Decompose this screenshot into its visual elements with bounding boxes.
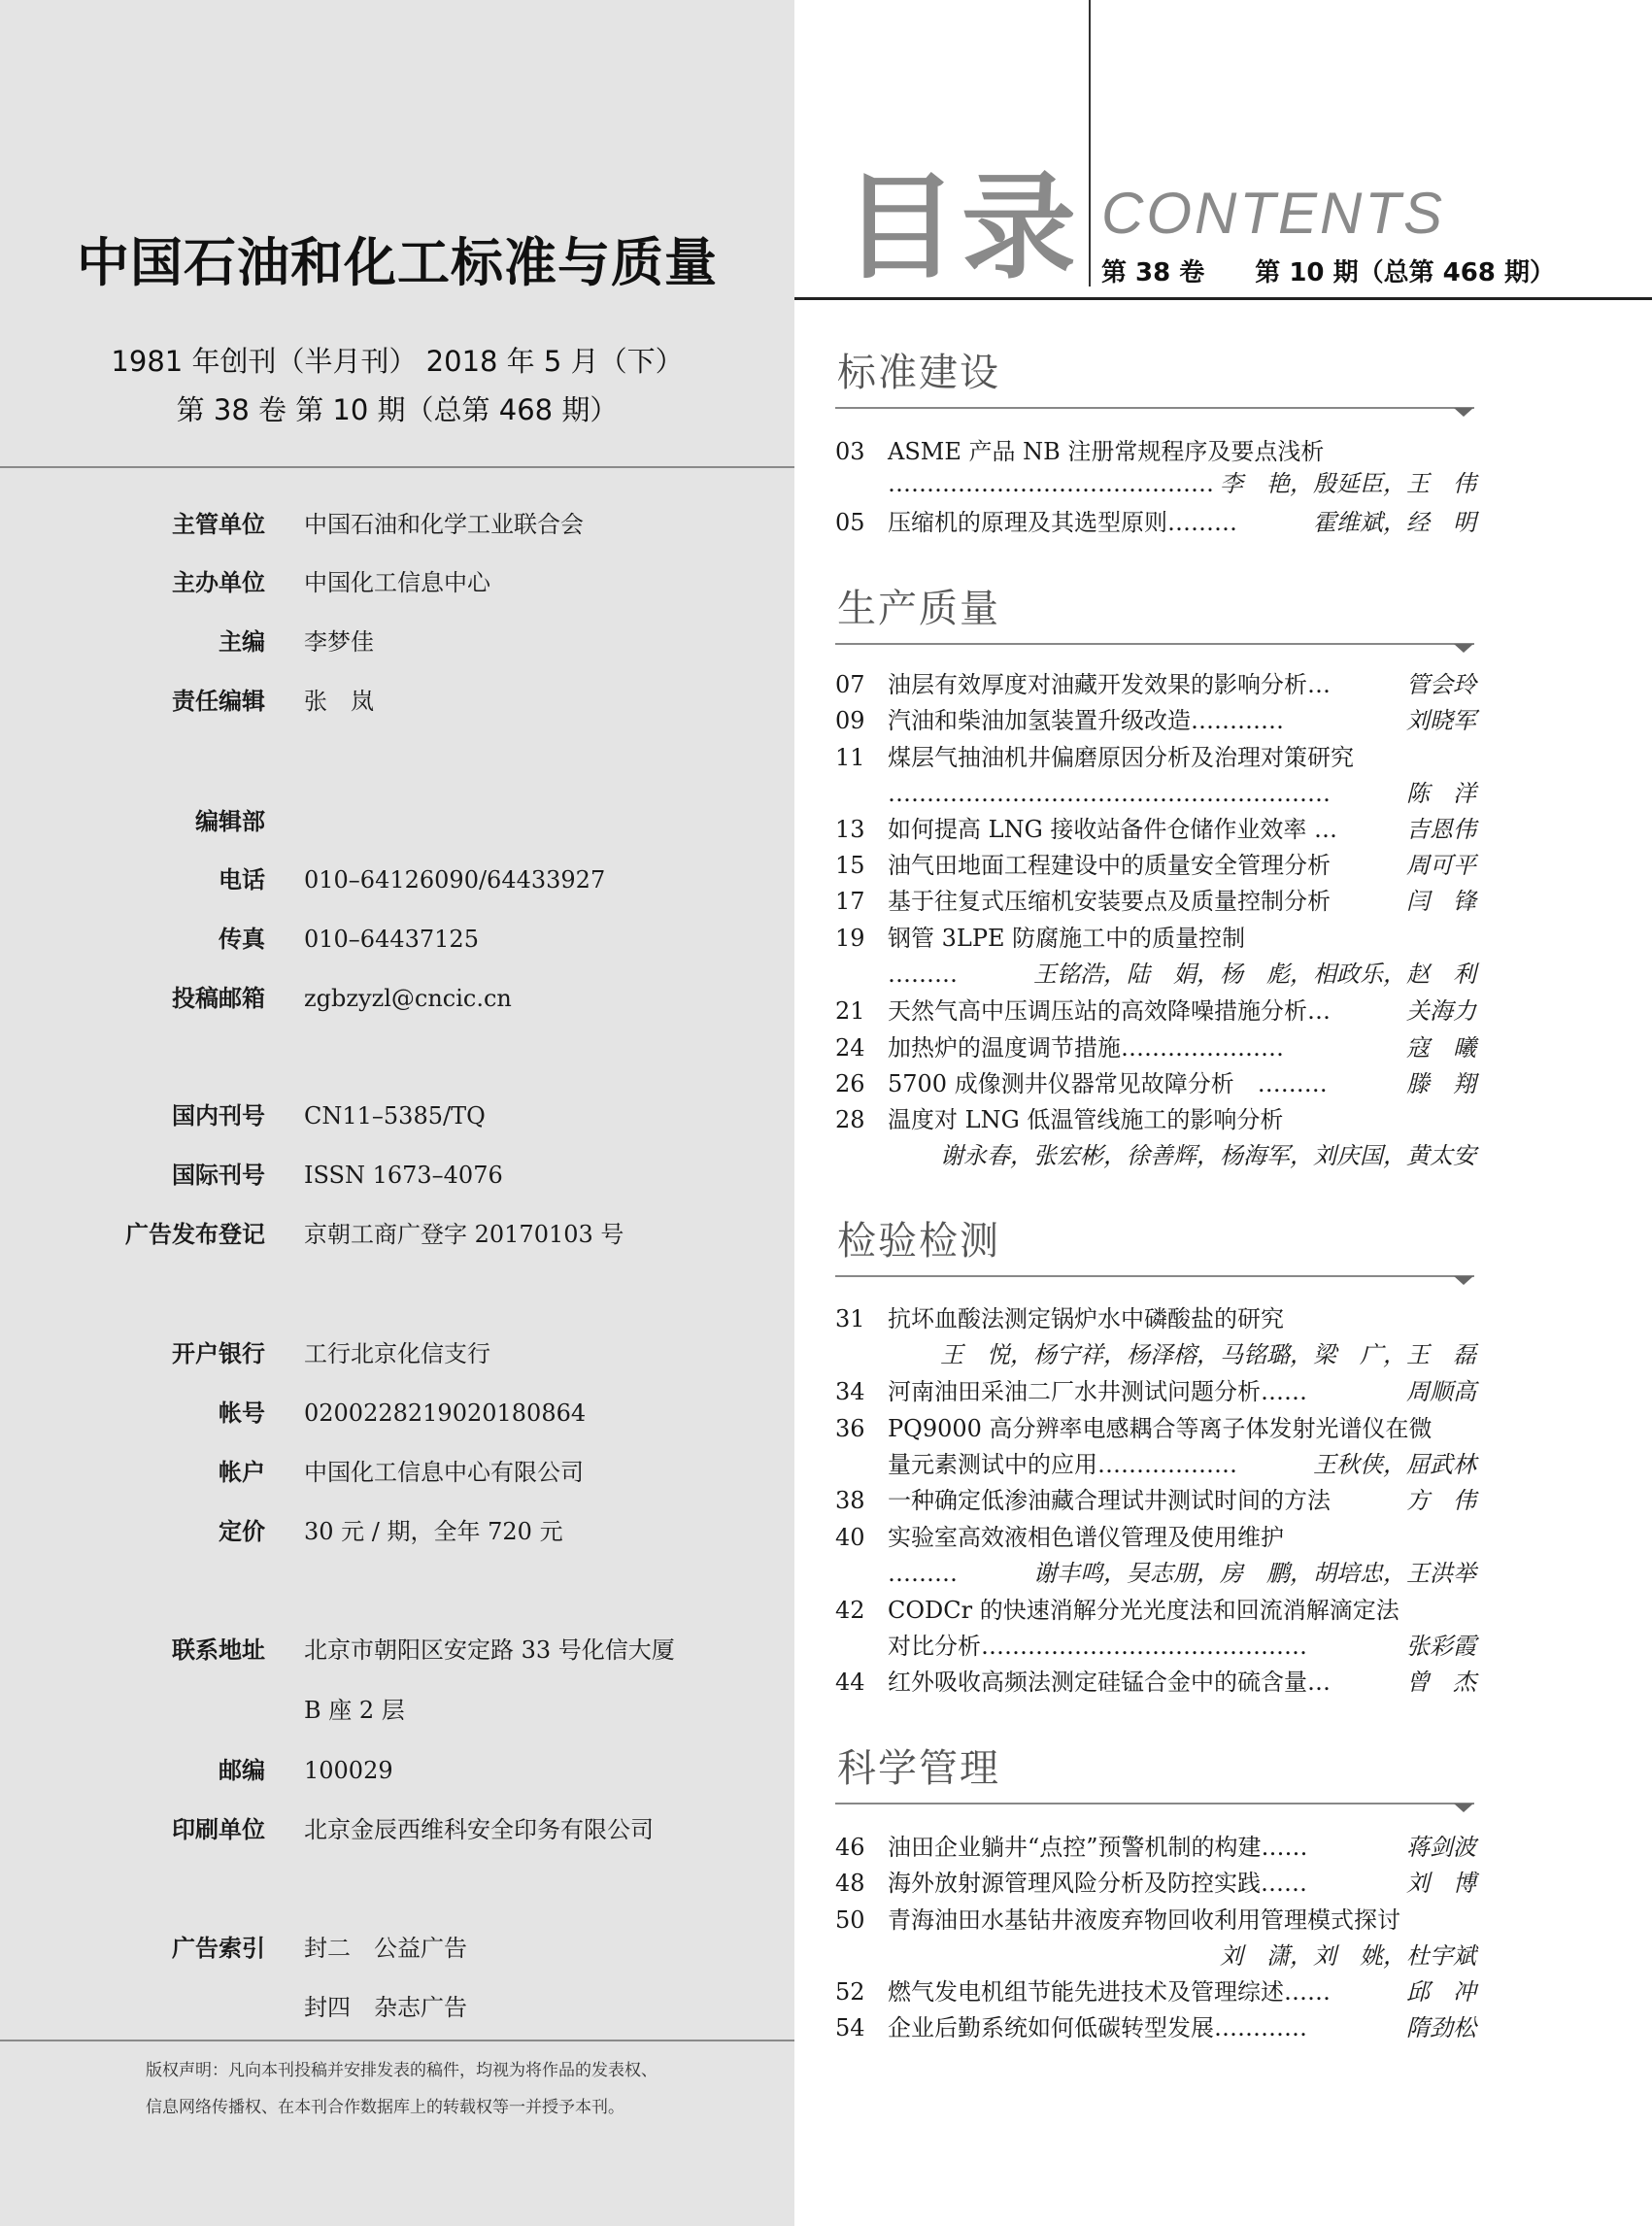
toc-page-number: 07 [835, 671, 865, 698]
toc-article-title: ASME 产品 NB 注册常规程序及要点浅析 [888, 438, 1325, 465]
toc-page-number: 26 [835, 1070, 865, 1097]
info-value: 010–64126090/64433927 [304, 866, 606, 894]
toc-page-number: 42 [835, 1597, 865, 1624]
toc-entry [835, 1483, 1476, 1518]
toc-entry [835, 1939, 1476, 1973]
info-value: 北京金辰西维科安全印务有限公司 [304, 1816, 654, 1843]
toc-entry [835, 1665, 1476, 1700]
masthead-info-row [0, 1929, 794, 1968]
section-title: 检验检测 [837, 1219, 1000, 1264]
toc-article-title: 红外吸收高频法测定硅锰合金中的硫含量… [888, 1669, 1331, 1696]
masthead-info-row [0, 1394, 794, 1433]
info-label: 邮编 [219, 1757, 265, 1784]
toc-page-number: 24 [835, 1034, 865, 1062]
toc-page-number: 44 [835, 1669, 865, 1696]
toc-author: 滕 翔 [1406, 1070, 1476, 1097]
toc-entry [835, 1411, 1476, 1446]
toc-entry [835, 1866, 1476, 1901]
info-value: 30 元 / 期，全年 720 元 [304, 1518, 563, 1545]
info-value: 中国化工信息中心 [304, 569, 490, 596]
info-value: CN11–5385/TQ [304, 1102, 486, 1130]
toc-article-title: 5700 成像测井仪器常见故障分析 ……… [888, 1070, 1328, 1097]
toc-entry [835, 848, 1476, 883]
masthead-info-row [0, 505, 794, 544]
masthead-info-row [0, 1512, 794, 1551]
info-value: 封二 公益广告 [304, 1935, 467, 1962]
section-marker-icon [1454, 408, 1473, 417]
toc-page-number: 46 [835, 1834, 865, 1861]
toc-article-title: 基于往复式压缩机安装要点及质量控制分析 [888, 888, 1331, 915]
toc-article-title: PQ9000 高分辨率电感耦合等离子体发射光谱仪在微 [888, 1415, 1433, 1442]
toc-page-number: 15 [835, 852, 865, 879]
info-value: 010–64437125 [304, 926, 479, 953]
section-title: 标准建设 [837, 351, 1000, 395]
toc-entry [835, 1102, 1476, 1137]
toc-author: 张彩霞 [1406, 1633, 1476, 1660]
masthead-info-row [0, 1810, 794, 1849]
toc-page-number: 09 [835, 707, 865, 734]
toc-entry [835, 957, 1476, 992]
info-value: 中国化工信息中心有限公司 [304, 1459, 584, 1486]
info-label: 电话 [219, 866, 265, 894]
toc-article-title: 青海油田水基钻井液废弃物回收利用管理模式探讨 [888, 1906, 1400, 1934]
toc-author: 李 艳，殷延臣，王 伟 [1220, 470, 1476, 497]
toc-article-title: 油层有效厚度对油藏开发效果的影响分析… [888, 671, 1331, 698]
toc-page-number: 34 [835, 1378, 865, 1405]
toc-article-title: 压缩机的原理及其选型原则……… [888, 509, 1237, 536]
info-value: 100029 [304, 1757, 393, 1784]
info-label: 开户银行 [172, 1340, 265, 1367]
masthead-info-row [0, 1691, 794, 1730]
info-value: 工行北京化信支行 [304, 1340, 490, 1367]
info-value: B 座 2 层 [304, 1697, 405, 1724]
toc-article-title: 温度对 LNG 低温管线施工的影响分析 [888, 1106, 1284, 1133]
info-value: 李梦佳 [304, 628, 374, 656]
toc-page-number: 21 [835, 997, 865, 1025]
info-value: 0200228219020180864 [304, 1400, 587, 1427]
section-marker-icon [1454, 1276, 1473, 1285]
toc-entry [835, 1903, 1476, 1938]
info-value: 中国石油和化学工业联合会 [304, 511, 584, 538]
section-title: 生产质量 [837, 587, 1000, 631]
toc-entry [835, 1974, 1476, 2009]
masthead-info-row [0, 1453, 794, 1492]
info-label: 投稿邮箱 [172, 985, 265, 1012]
journal-title: 中国石油和化工标准与质量 [77, 231, 718, 293]
toc-author: 王秋侠，屈武林 [1313, 1451, 1476, 1478]
toc-article-title: 抗坏血酸法测定锅炉水中磷酸盐的研究 [888, 1305, 1284, 1332]
masthead-divider-bottom [0, 2040, 794, 2041]
toc-page-number: 17 [835, 888, 865, 915]
toc-entry [835, 505, 1476, 540]
toc-entry [835, 1030, 1476, 1065]
toc-entry [835, 1337, 1476, 1372]
info-label: 责任编辑 [172, 688, 265, 715]
info-label: 广告发布登记 [125, 1221, 265, 1248]
toc-author: 方 伟 [1406, 1487, 1476, 1514]
toc-author: 周顺高 [1406, 1378, 1476, 1405]
toc-article-title: 加热炉的温度调节措施………………… [888, 1034, 1284, 1062]
info-label: 编辑部 [195, 808, 265, 835]
toc-entry [835, 921, 1476, 956]
toc-entry [835, 466, 1476, 501]
toc-page-number: 38 [835, 1487, 865, 1514]
section-rule [835, 1275, 1474, 1277]
info-label: 国内刊号 [172, 1102, 265, 1130]
toc-author: 隋劲松 [1406, 2014, 1476, 2041]
masthead-info-row [0, 1631, 794, 1670]
toc-article-title: 海外放射源管理风险分析及防控实践…… [888, 1870, 1307, 1897]
info-label: 帐户 [219, 1459, 265, 1486]
toc-author: 刘 潇，刘 姚，杜宇斌 [1220, 1942, 1476, 1970]
masthead-info-row [0, 1156, 794, 1195]
toc-article-title: 煤层气抽油机井偏磨原因分析及治理对策研究 [888, 744, 1354, 771]
toc-continuation: ………………………………………………… [888, 780, 1331, 807]
info-label: 广告索引 [172, 1935, 265, 1962]
info-value: zgbzyzl@cncic.cn [304, 985, 512, 1012]
masthead-info-row [0, 920, 794, 959]
toc-continuation: ……… [888, 961, 958, 988]
toc-entry [835, 1066, 1476, 1101]
section-rule [835, 643, 1474, 645]
toc-entry [835, 1374, 1476, 1409]
toc-entry [835, 1556, 1476, 1591]
masthead-info-row [0, 860, 794, 899]
toc-page-number: 19 [835, 925, 865, 952]
copyright-notice [146, 2052, 767, 2126]
toc-continuation: 量元素测试中的应用……………… [888, 1451, 1237, 1478]
contents-title-cn: 目录 [843, 160, 1081, 294]
header-vertical-rule [1089, 0, 1091, 287]
toc-author: 陈 洋 [1406, 780, 1476, 807]
toc-author: 周可平 [1406, 852, 1476, 879]
info-label: 定价 [219, 1518, 265, 1545]
toc-page-number: 13 [835, 816, 865, 843]
info-value: 京朝工商广登字 20170103 号 [304, 1221, 624, 1248]
masthead-info-row [0, 1334, 794, 1373]
info-label: 传真 [219, 926, 265, 953]
toc-article-title: 一种确定低渗油藏合理试井测试时间的方法 [888, 1487, 1331, 1514]
section-marker-icon [1454, 1804, 1473, 1812]
toc-article-title: 汽油和柴油加氢装置升级改造………… [888, 707, 1284, 734]
toc-entry [835, 2010, 1476, 2045]
toc-entry [835, 703, 1476, 738]
info-label: 联系地址 [172, 1636, 265, 1664]
masthead-info-row [0, 623, 794, 661]
toc-entry [835, 667, 1476, 702]
toc-author: 关海力 [1406, 997, 1476, 1025]
toc-article-title: 油田企业躺井“点控”预警机制的构建…… [888, 1834, 1308, 1861]
toc-entry [835, 1301, 1476, 1336]
toc-entry [835, 994, 1476, 1029]
journal-volume-line: 第 38 卷 第 10 期（总第 468 期） [176, 393, 619, 426]
toc-page-number: 54 [835, 2014, 865, 2041]
toc-article-title: 实验室高效液相色谱仪管理及使用维护 [888, 1524, 1284, 1551]
masthead-info-row [0, 1751, 794, 1790]
contents-title-en: CONTENTS [1101, 181, 1445, 246]
toc-article-title: 天然气高中压调压站的高效降噪措施分析… [888, 997, 1331, 1025]
section-rule [835, 407, 1474, 409]
info-value: 张 岚 [304, 688, 374, 715]
toc-author: 谢丰鸣，吴志朋，房 鹏，胡培忠，王洪举 [1033, 1560, 1476, 1587]
toc-entry [835, 1447, 1476, 1482]
contents-issue: 第 38 卷 第 10 期（总第 468 期） [1101, 258, 1555, 287]
toc-author: 蒋剑波 [1406, 1834, 1476, 1861]
toc-entry [835, 776, 1476, 811]
toc-author: 吉恩伟 [1406, 816, 1476, 843]
toc-article-title: 如何提高 LNG 接收站备件仓储作业效率 … [888, 816, 1337, 843]
info-label: 国际刊号 [172, 1162, 265, 1189]
toc-entry [835, 1593, 1476, 1628]
info-value: 封四 杂志广告 [304, 1994, 467, 2021]
toc-entry [835, 812, 1476, 847]
masthead-info-row [0, 563, 794, 602]
toc-entry [835, 434, 1476, 469]
toc-page-number: 03 [835, 438, 865, 465]
info-value: ISSN 1673–4076 [304, 1162, 503, 1189]
toc-author: 闫 锋 [1406, 888, 1476, 915]
toc-continuation: 对比分析…………………………………… [888, 1633, 1307, 1660]
toc-author: 王 悦，杨宁祥，杨泽榕，马铭璐，梁 广，王 磊 [940, 1341, 1476, 1368]
toc-author: 管会玲 [1406, 671, 1476, 698]
info-label: 主办单位 [172, 569, 265, 596]
toc-article-title: 油气田地面工程建设中的质量安全管理分析 [888, 852, 1331, 879]
toc-page-number: 11 [835, 744, 865, 771]
masthead-info-row [0, 1988, 794, 2027]
section-marker-icon [1454, 644, 1473, 653]
copyright-line: 信息网络传播权、在本刊合作数据库上的转载权等一并授予本刊。 [146, 2098, 624, 2117]
toc-entry [835, 1520, 1476, 1555]
toc-page-number: 05 [835, 509, 865, 536]
toc-author: 谢永春，张宏彬，徐善辉，杨海军，刘庆国，黄太安 [940, 1142, 1476, 1169]
toc-page-number: 36 [835, 1415, 865, 1442]
masthead-info-row [0, 802, 794, 841]
toc-author: 王铭浩，陆 娟，杨 彪，相政乐，赵 利 [1033, 961, 1476, 988]
toc-article-title: 钢管 3LPE 防腐施工中的质量控制 [888, 925, 1246, 952]
toc-article-title: 企业后勤系统如何低碳转型发展………… [888, 2014, 1307, 2041]
section-rule [835, 1803, 1474, 1804]
toc-author: 邱 冲 [1406, 1978, 1476, 2006]
masthead-info-row [0, 979, 794, 1018]
contents-header-rule [794, 297, 1652, 300]
masthead-divider-top [0, 466, 794, 468]
masthead-info-row [0, 682, 794, 721]
toc-entry [835, 1629, 1476, 1664]
toc-page-number: 28 [835, 1106, 865, 1133]
toc-continuation: ……… [888, 1560, 958, 1587]
section-title: 科学管理 [837, 1746, 1000, 1791]
info-label: 印刷单位 [172, 1816, 265, 1843]
toc-entry [835, 884, 1476, 919]
toc-entry [835, 740, 1476, 775]
masthead-info-row [0, 1215, 794, 1254]
masthead-info-row [0, 1096, 794, 1135]
toc-author: 霍维斌，经 明 [1313, 509, 1476, 536]
journal-founding-line: 1981 年创刊（半月刊） 2018 年 5 月（下） [111, 345, 684, 378]
info-value: 北京市朝阳区安定路 33 号化信大厦 [304, 1636, 675, 1664]
copyright-line: 版权声明：凡向本刊投稿并安排发表的稿件，均视为将作品的发表权、 [146, 2061, 657, 2080]
toc-page-number: 50 [835, 1906, 865, 1934]
toc-entry [835, 1830, 1476, 1865]
toc-entry [835, 1138, 1476, 1173]
info-label: 主编 [219, 628, 265, 656]
toc-author: 曾 杰 [1406, 1669, 1476, 1696]
toc-article-title: 燃气发电机组节能先进技术及管理综述…… [888, 1978, 1331, 2006]
toc-page-number: 40 [835, 1524, 865, 1551]
toc-article-title: 河南油田采油二厂水井测试问题分析…… [888, 1378, 1307, 1405]
toc-author: 刘晓军 [1406, 707, 1476, 734]
toc-page-number: 52 [835, 1978, 865, 2006]
toc-author: 寇 曦 [1406, 1034, 1476, 1062]
info-label: 主管单位 [172, 511, 265, 538]
toc-author: 刘 博 [1406, 1870, 1476, 1897]
toc-page-number: 31 [835, 1305, 865, 1332]
toc-article-title: CODCr 的快速消解分光光度法和回流消解滴定法 [888, 1597, 1399, 1624]
info-label: 帐号 [219, 1400, 265, 1427]
toc-page-number: 48 [835, 1870, 865, 1897]
toc-continuation: …………………………………… [888, 470, 1214, 497]
